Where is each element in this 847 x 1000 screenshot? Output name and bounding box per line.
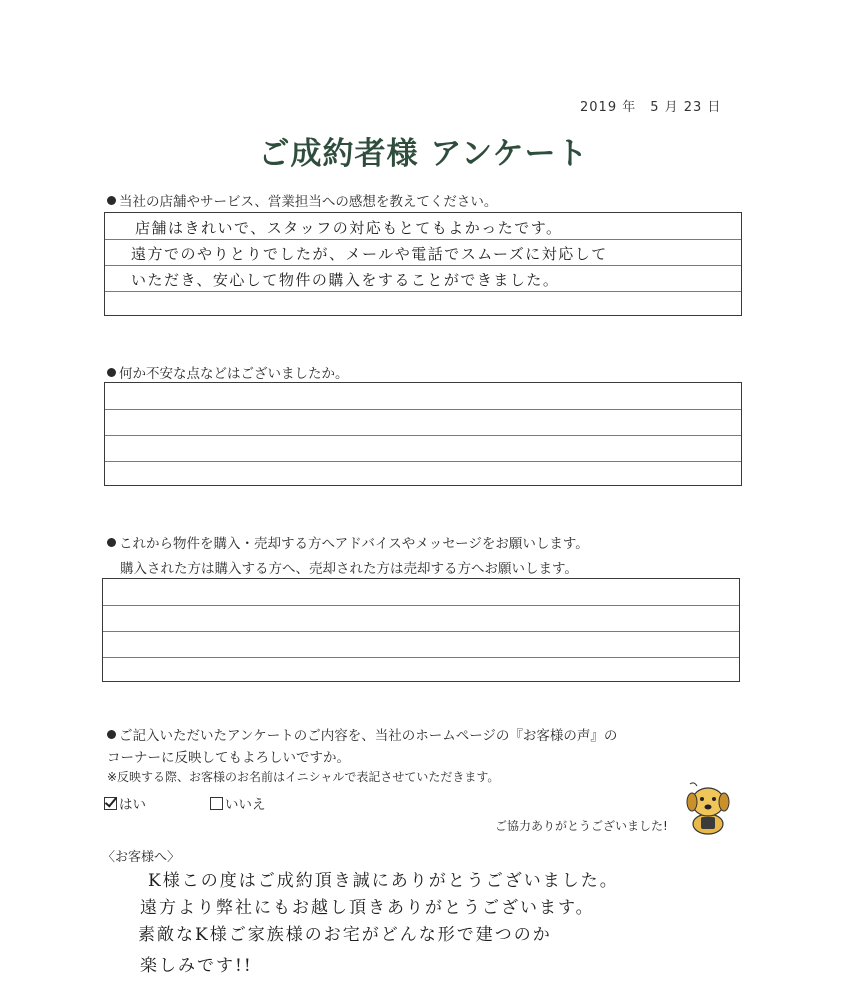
answer-1-line-2: 遠方でのやりとりでしたが、メールや電話でスムーズに対応して	[131, 245, 608, 263]
ruled-line	[105, 461, 741, 462]
no-label: いいえ	[225, 797, 266, 813]
answer-box-1	[104, 212, 742, 316]
question-4-text-line-2: コーナーに反映してもよろしいですか。	[107, 750, 350, 766]
ruled-line	[103, 631, 739, 632]
page-title: ご成約者様 アンケート	[258, 136, 589, 172]
answer-1-line-3: いただき、安心して物件の購入をすることができました。	[131, 271, 560, 289]
ruled-line	[103, 657, 739, 658]
answer-box-2	[104, 382, 742, 486]
bullet-icon	[107, 368, 116, 377]
question-2-text: 何か不安な点などはございましたか。	[119, 366, 349, 382]
message-line-2: 遠方より弊社にもお越し頂きありがとうございます。	[140, 898, 595, 918]
ruled-line	[103, 605, 739, 606]
bullet-icon	[107, 538, 116, 547]
question-3	[107, 532, 589, 552]
bullet-icon	[107, 196, 116, 205]
no-option[interactable]	[210, 793, 266, 813]
date: 2019 年 5 月 23 日	[580, 100, 722, 115]
thanks-text: ご協力ありがとうございました!	[495, 819, 668, 833]
ruled-line	[105, 291, 741, 292]
yes-checkbox[interactable]	[104, 797, 117, 810]
ruled-line	[105, 265, 741, 266]
dog-mascot-icon	[682, 780, 734, 836]
message-line-4: 楽しみです!!	[140, 956, 253, 976]
question-4-note: ※反映する際、お客様のお名前はイニシャルで表記させていただきます。	[107, 770, 500, 784]
question-3-sub: 購入された方は購入する方へ、売却された方は売却する方へお願いします。	[120, 561, 578, 577]
yes-label: はい	[119, 797, 146, 813]
no-checkbox[interactable]	[210, 797, 223, 810]
question-2	[107, 362, 349, 382]
message-line-3: 素敵なK様ご家族様のお宅がどんな形で建つのか	[138, 925, 552, 945]
answer-box-3	[102, 578, 740, 682]
question-4	[107, 724, 617, 744]
message-line-1: K様この度はご成約頂き誠にありがとうございました。	[148, 871, 619, 891]
answer-1-line-1: 店舗はきれいで、スタッフの対応もとてもよかったです。	[135, 219, 563, 237]
question-3-text: これから物件を購入・売却する方へアドバイスやメッセージをお願いします。	[119, 536, 589, 552]
ruled-line	[105, 435, 741, 436]
question-1-text: 当社の店舗やサービス、営業担当への感想を教えてください。	[119, 194, 498, 210]
yes-option[interactable]	[104, 793, 146, 813]
question-4-text-line-1: ご記入いただいたアンケートのご内容を、当社のホームページの『お客様の声』の	[119, 728, 618, 744]
to-customer-heading: 〈お客様へ〉	[102, 850, 181, 865]
bullet-icon	[107, 730, 116, 739]
ruled-line	[105, 409, 741, 410]
question-1	[107, 190, 497, 210]
ruled-line	[105, 239, 741, 240]
